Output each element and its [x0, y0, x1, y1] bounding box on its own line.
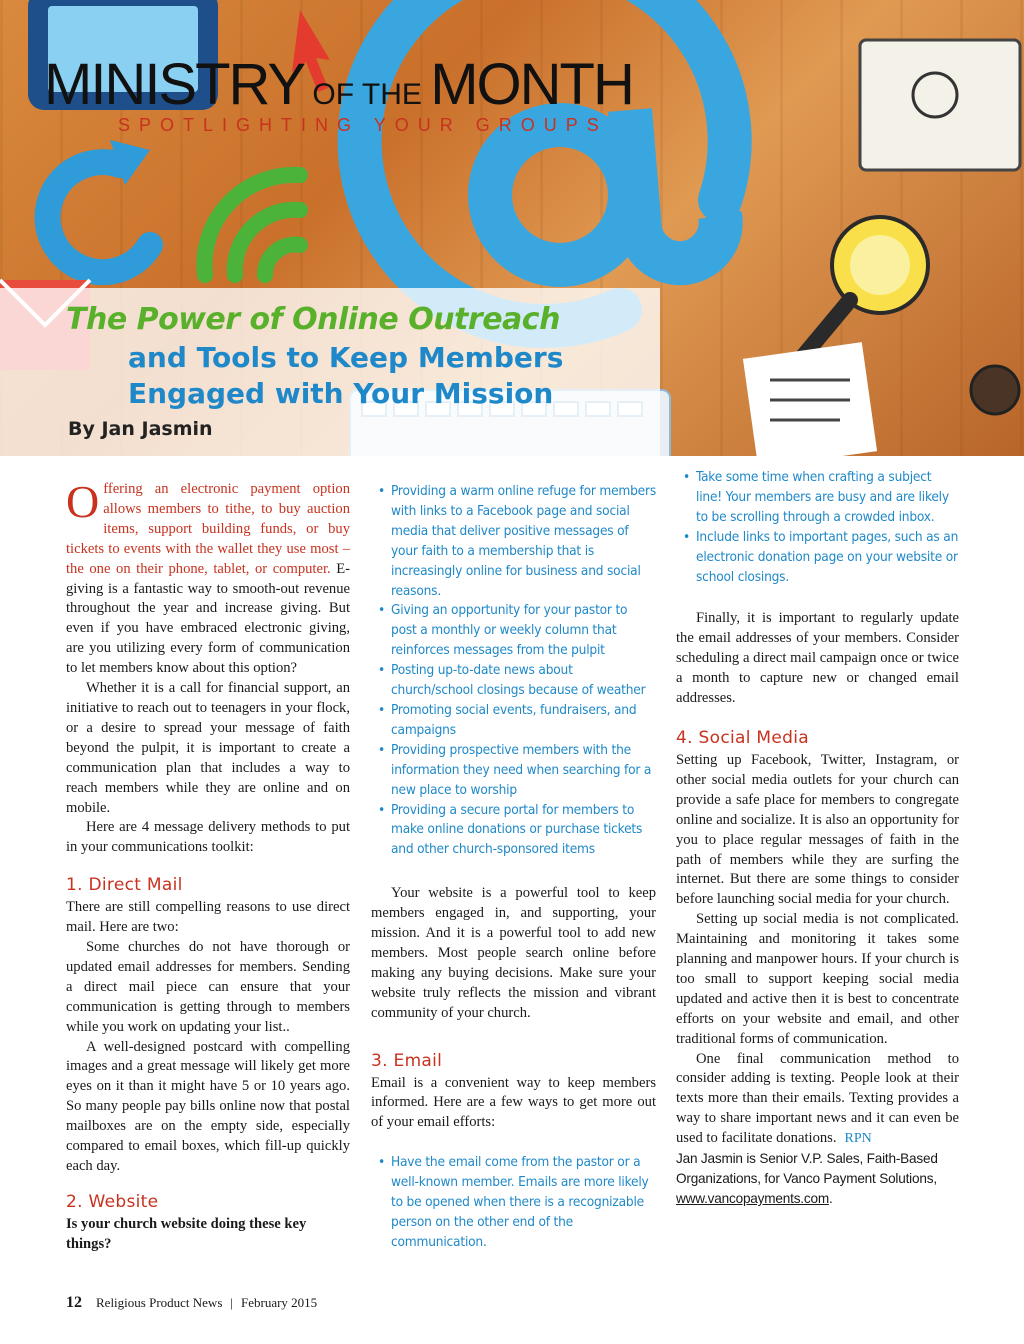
vanco-link[interactable]: www.vancopayments.com [676, 1191, 829, 1207]
list-item: • Providing prospective members with the information they need when searching for a new place to worship [378, 741, 652, 798]
section-heading-website: 2. Website [66, 1191, 159, 1212]
paragraph-2: Whether it is a call for financial support, an initiative to reach out to teenagers in your flock, or a desire to spread your message of faith beyond the pulpit, it is important to create a communication plan that includes a way to reach members while they are online and on mobile. [66, 680, 350, 816]
direct-mail-paragraph-1: There are still compelling reasons to use direct mail. Here are two: [66, 899, 350, 936]
intro-lead: ffering an electronic payment option allows members to tithe, to buy auction items, support building funds, or buy tickets to events with the wallet they use most – the one on their phone, tablet, or computer. [66, 481, 350, 577]
end-mark: RPN [844, 1131, 872, 1147]
masthead-title [44, 52, 633, 117]
paragraph-3: Here are 4 message delivery methods to put in your communications toolkit: [66, 819, 350, 856]
publication-name: Religious Product News [96, 1295, 223, 1310]
email-paragraph-2: Finally, it is important to regularly update the email addresses of your members. Consider scheduling a direct mail campaign once or twice a month to capture new or changed email addresses. [676, 610, 959, 707]
masthead-word-ministry: MINISTRY [44, 52, 305, 117]
website-bullet-list [371, 482, 656, 860]
list-item: • Providing a warm online refuge for members with links to a Facebook page and social media that deliver positive messages of your faith to a membership that is increasingly online for business and social reasons. [378, 483, 657, 599]
section-heading-email: 3. Email [371, 1050, 443, 1071]
magnifier-icon [800, 217, 928, 360]
column-3 [676, 468, 959, 1209]
intro-paragraph [66, 476, 350, 679]
column-2 [371, 482, 656, 1253]
list-item: • Posting up-to-date news about church/school closings because of weather [378, 662, 646, 699]
section-heading-direct-mail: 1. Direct Mail [66, 875, 183, 896]
refresh-icon [48, 162, 150, 272]
byline: By Jan Jasmin [68, 418, 213, 440]
website-question: Is your church website doing these key things? [66, 1215, 307, 1252]
page-number: 12 [66, 1294, 82, 1311]
wifi-icon [204, 175, 300, 275]
email-bullet-list-1 [371, 1153, 656, 1253]
at-sign-icon [360, 0, 730, 326]
notebook-icon [860, 40, 1020, 170]
hero-banner [0, 0, 1024, 456]
author-bio: Jan Jasmin is Senior V.P. Sales, Faith-Based Organizations, for Vanco Payment Solutions, www.vancopayments.com. [676, 1151, 938, 1207]
social-paragraph-2: Setting up social media is not complicated. Maintaining and monitoring it takes some planning and manpower hours. If your church is too small to support keeping social media updated and active then it is best to concentrate efforts on your website and email, and other traditional forms of communication. [676, 911, 959, 1047]
direct-mail-paragraph-2: Some churches do not have thorough or updated email addresses for members. Sending a direct mail piece can ensure that your communication is getting through to members while you work on updating your list.. [66, 939, 350, 1035]
paper-icon [743, 342, 877, 456]
list-item: • Giving an opportunity for your pastor to post a monthly or weekly column that reinforces messages from the pulpit [378, 602, 628, 659]
publication-date: February 2015 [241, 1295, 318, 1310]
masthead-word-of-the: OF THE [312, 78, 422, 111]
social-paragraph-3: One final communication method to consider adding is texting. People look at their texts more than their emails. Texting provides a way to share important news and it can even be used to facilitate donations. RPN [676, 1050, 959, 1147]
list-item: • Take some time when crafting a subject line! Your members are busy and are likely to be scrolling through a crowded inbox. [683, 469, 949, 525]
headline-sub: and Tools to Keep Members Engaged with Your Mission [128, 341, 564, 410]
column-1 [66, 476, 350, 1255]
list-item: • Have the email come from the pastor or a well-known member. Emails are more likely to be opened when there is a recognizable person on the other end of the communication. [378, 1154, 649, 1250]
list-item: • Include links to important pages, such as an electronic donation page on your website or school closings. [683, 528, 959, 585]
page-footer [66, 1294, 317, 1312]
headline-main: The Power of Online Outreach [66, 302, 560, 337]
footer-separator: | [230, 1295, 233, 1310]
social-paragraph-1: Setting up Facebook, Twitter, Instagram, or other social media outlets for your church can provide a safe place for members to congregate online and socialize. It is also an opportunity for you to place regular messages of faith in the path of members while they are surfing the internet. But there are some things to consider before launching social media for your church. [676, 751, 959, 908]
masthead-word-month: MONTH [430, 52, 633, 117]
drop-cap: O [66, 476, 100, 527]
masthead-subtitle: SPOTLIGHTING YOUR GROUPS [118, 115, 608, 135]
direct-mail-paragraph-3: A well-designed postcard with compelling images and a great message will likely get more eyes on it than it might have 5 or 10 years ago. So many people pay bills online now that postal mailboxes are on the empty side, especially compared to email boxes, which fill-up quickly each day. [66, 1038, 350, 1174]
website-paragraph: Your website is a powerful tool to keep members engaged in, and supporting, your mission. And it is a powerful tool to add new members. Most people search online before making any buying decisions. Make sure your website truly reflects the mission and vibrant community of your church. [371, 885, 656, 1021]
list-item: • Providing a secure portal for members to make online donations or purchase tickets and other church-sponsored items [378, 801, 643, 858]
coffee-cup-icon [971, 366, 1019, 414]
list-item: • Promoting social events, fundraisers, and campaigns [378, 701, 637, 738]
section-heading-social-media: 4. Social Media [676, 727, 809, 748]
intro-rest: E-giving is a fantastic way to smooth-out revenue throughout the year and increase giving. But even if you have embraced electronic giving, are you utilizing every form of communication to let members know about this option? [66, 560, 350, 677]
email-paragraph: Email is a convenient way to keep members informed. Here are a few ways to get more out of your email efforts: [371, 1074, 656, 1131]
email-bullet-list-2 [676, 468, 959, 587]
